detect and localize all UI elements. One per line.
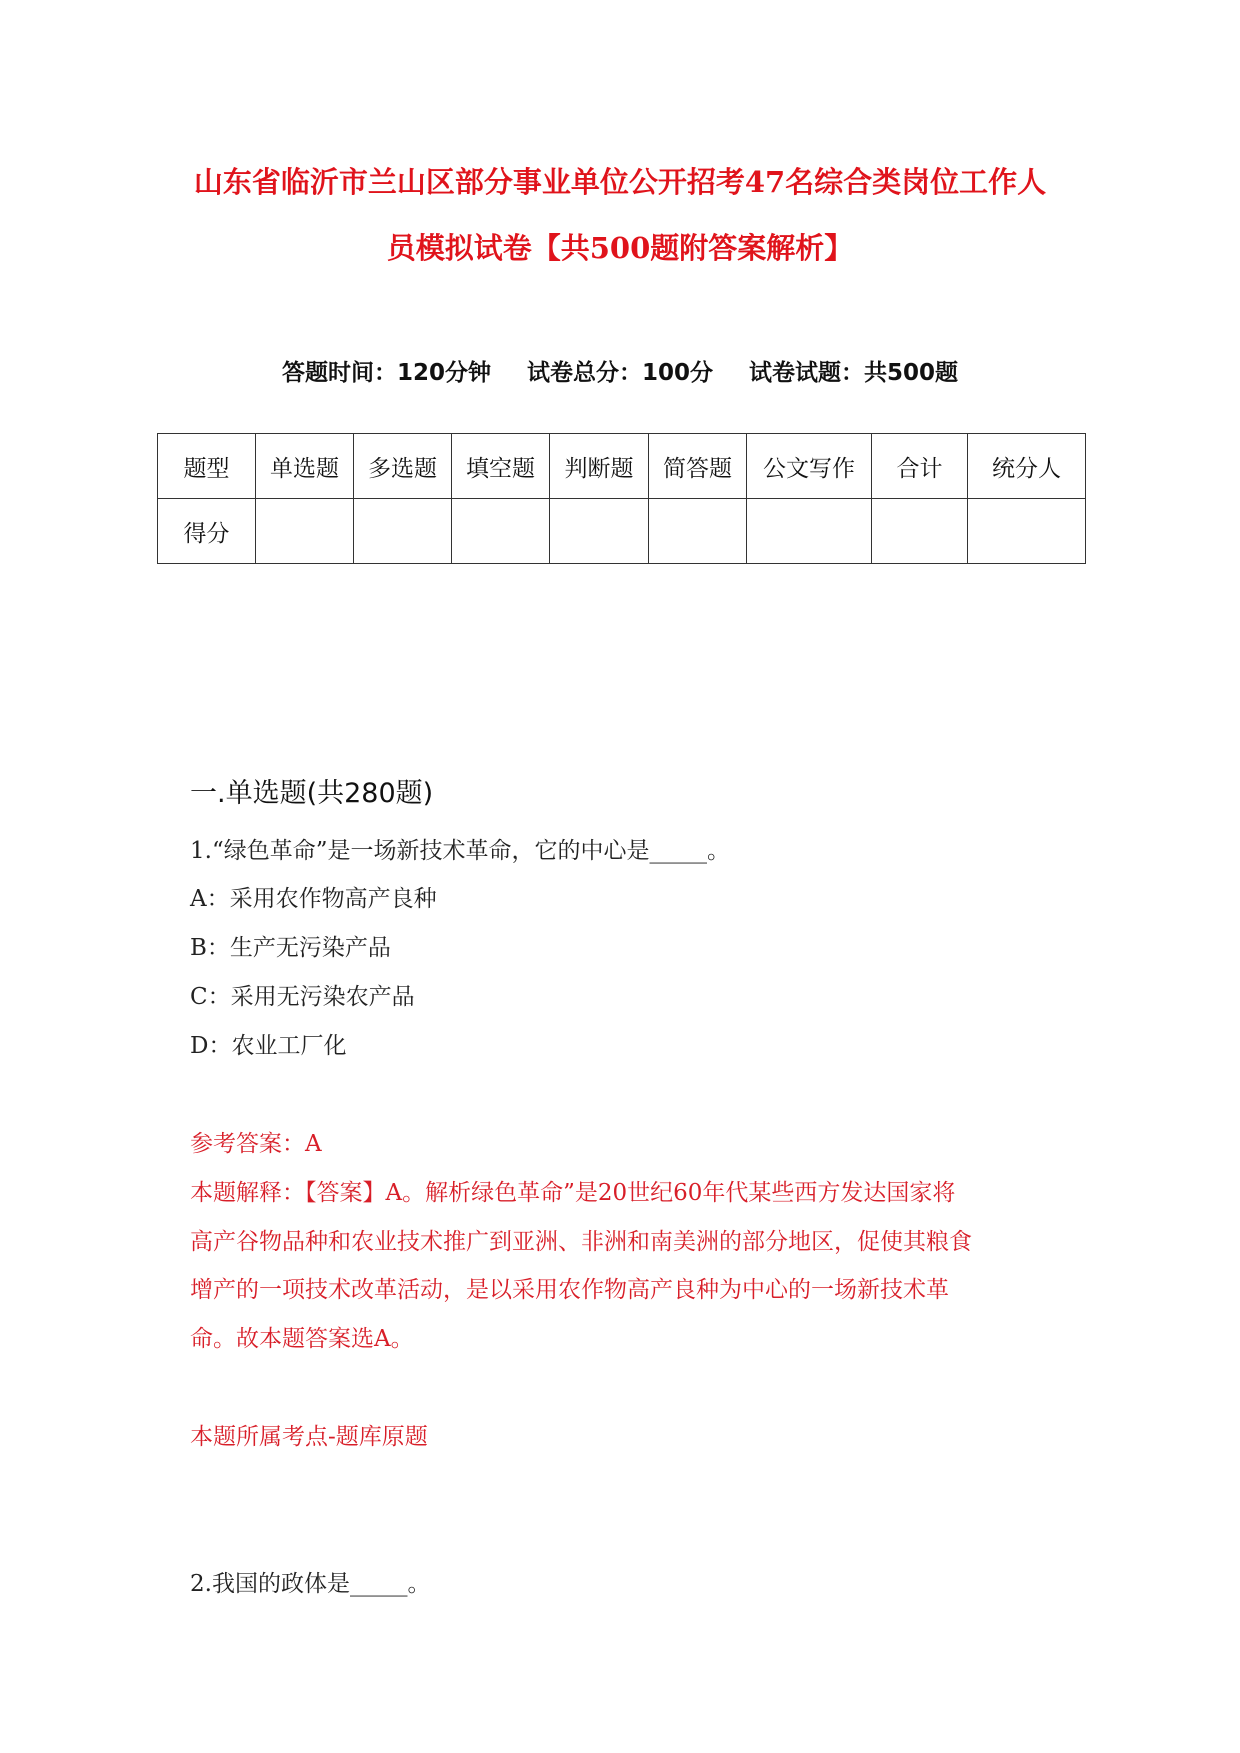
score-table (157, 433, 1086, 564)
score-table-header: 单选题 (256, 434, 354, 499)
score-row-label: 得分 (158, 499, 256, 564)
score-table-header: 多选题 (354, 434, 452, 499)
question-1-stem: 1.“绿色革命”是一场新技术革命，它的中心是_____。 (190, 838, 730, 864)
score-table-header: 简答题 (649, 434, 747, 499)
question-1-explanation-line: 命。故本题答案选A。 (190, 1326, 414, 1352)
score-table-header: 合计 (872, 434, 968, 499)
score-cell (747, 499, 872, 564)
question-1-answer: 参考答案：A (190, 1131, 322, 1157)
score-table-score-row (158, 499, 1086, 564)
score-table-header: 公文写作 (747, 434, 872, 499)
question-1-explanation-line: 本题解释：【答案】A。解析绿色革命”是20世纪60年代某些西方发达国家将 (190, 1180, 956, 1206)
exam-question-count: 试卷试题：共500题 (749, 360, 959, 386)
document-title-line-1: 山东省临沂市兰山区部分事业单位公开招考47名综合类岗位工作人 (193, 165, 1047, 199)
score-cell (256, 499, 354, 564)
score-table-header: 题型 (158, 434, 256, 499)
question-1-option-b: B：生产无污染产品 (190, 935, 391, 961)
exam-total-score: 试卷总分：100分 (526, 360, 713, 386)
question-1-option-a: A：采用农作物高产良种 (190, 886, 437, 912)
score-table-header: 判断题 (550, 434, 649, 499)
exam-meta (150, 356, 1090, 390)
score-cell (872, 499, 968, 564)
question-1-option-d: D：农业工厂化 (190, 1033, 347, 1059)
score-cell (968, 499, 1086, 564)
score-cell (452, 499, 550, 564)
question-1-option-c: C：采用无污染农产品 (190, 984, 415, 1010)
score-cell (649, 499, 747, 564)
score-cell (354, 499, 452, 564)
question-1-explanation-line: 高产谷物品种和农业技术推广到亚洲、非洲和南美洲的部分地区，促使其粮食 (190, 1229, 972, 1255)
score-table-header-row (158, 434, 1086, 499)
document-title-line-2: 员模拟试卷【共500题附答案解析】 (386, 231, 854, 265)
exam-time: 答题时间：120分钟 (281, 360, 491, 386)
question-1-knowledge-point: 本题所属考点-题库原题 (190, 1424, 428, 1450)
score-table-header: 填空题 (452, 434, 550, 499)
score-cell (550, 499, 649, 564)
score-table-header: 统分人 (968, 434, 1086, 499)
section-heading: 一.单选题(共280题) (190, 778, 434, 809)
question-2-stem: 2.我国的政体是_____。 (190, 1571, 431, 1597)
question-1-explanation-line: 增产的一项技术改革活动，是以采用农作物高产良种为中心的一场新技术革 (190, 1277, 949, 1303)
